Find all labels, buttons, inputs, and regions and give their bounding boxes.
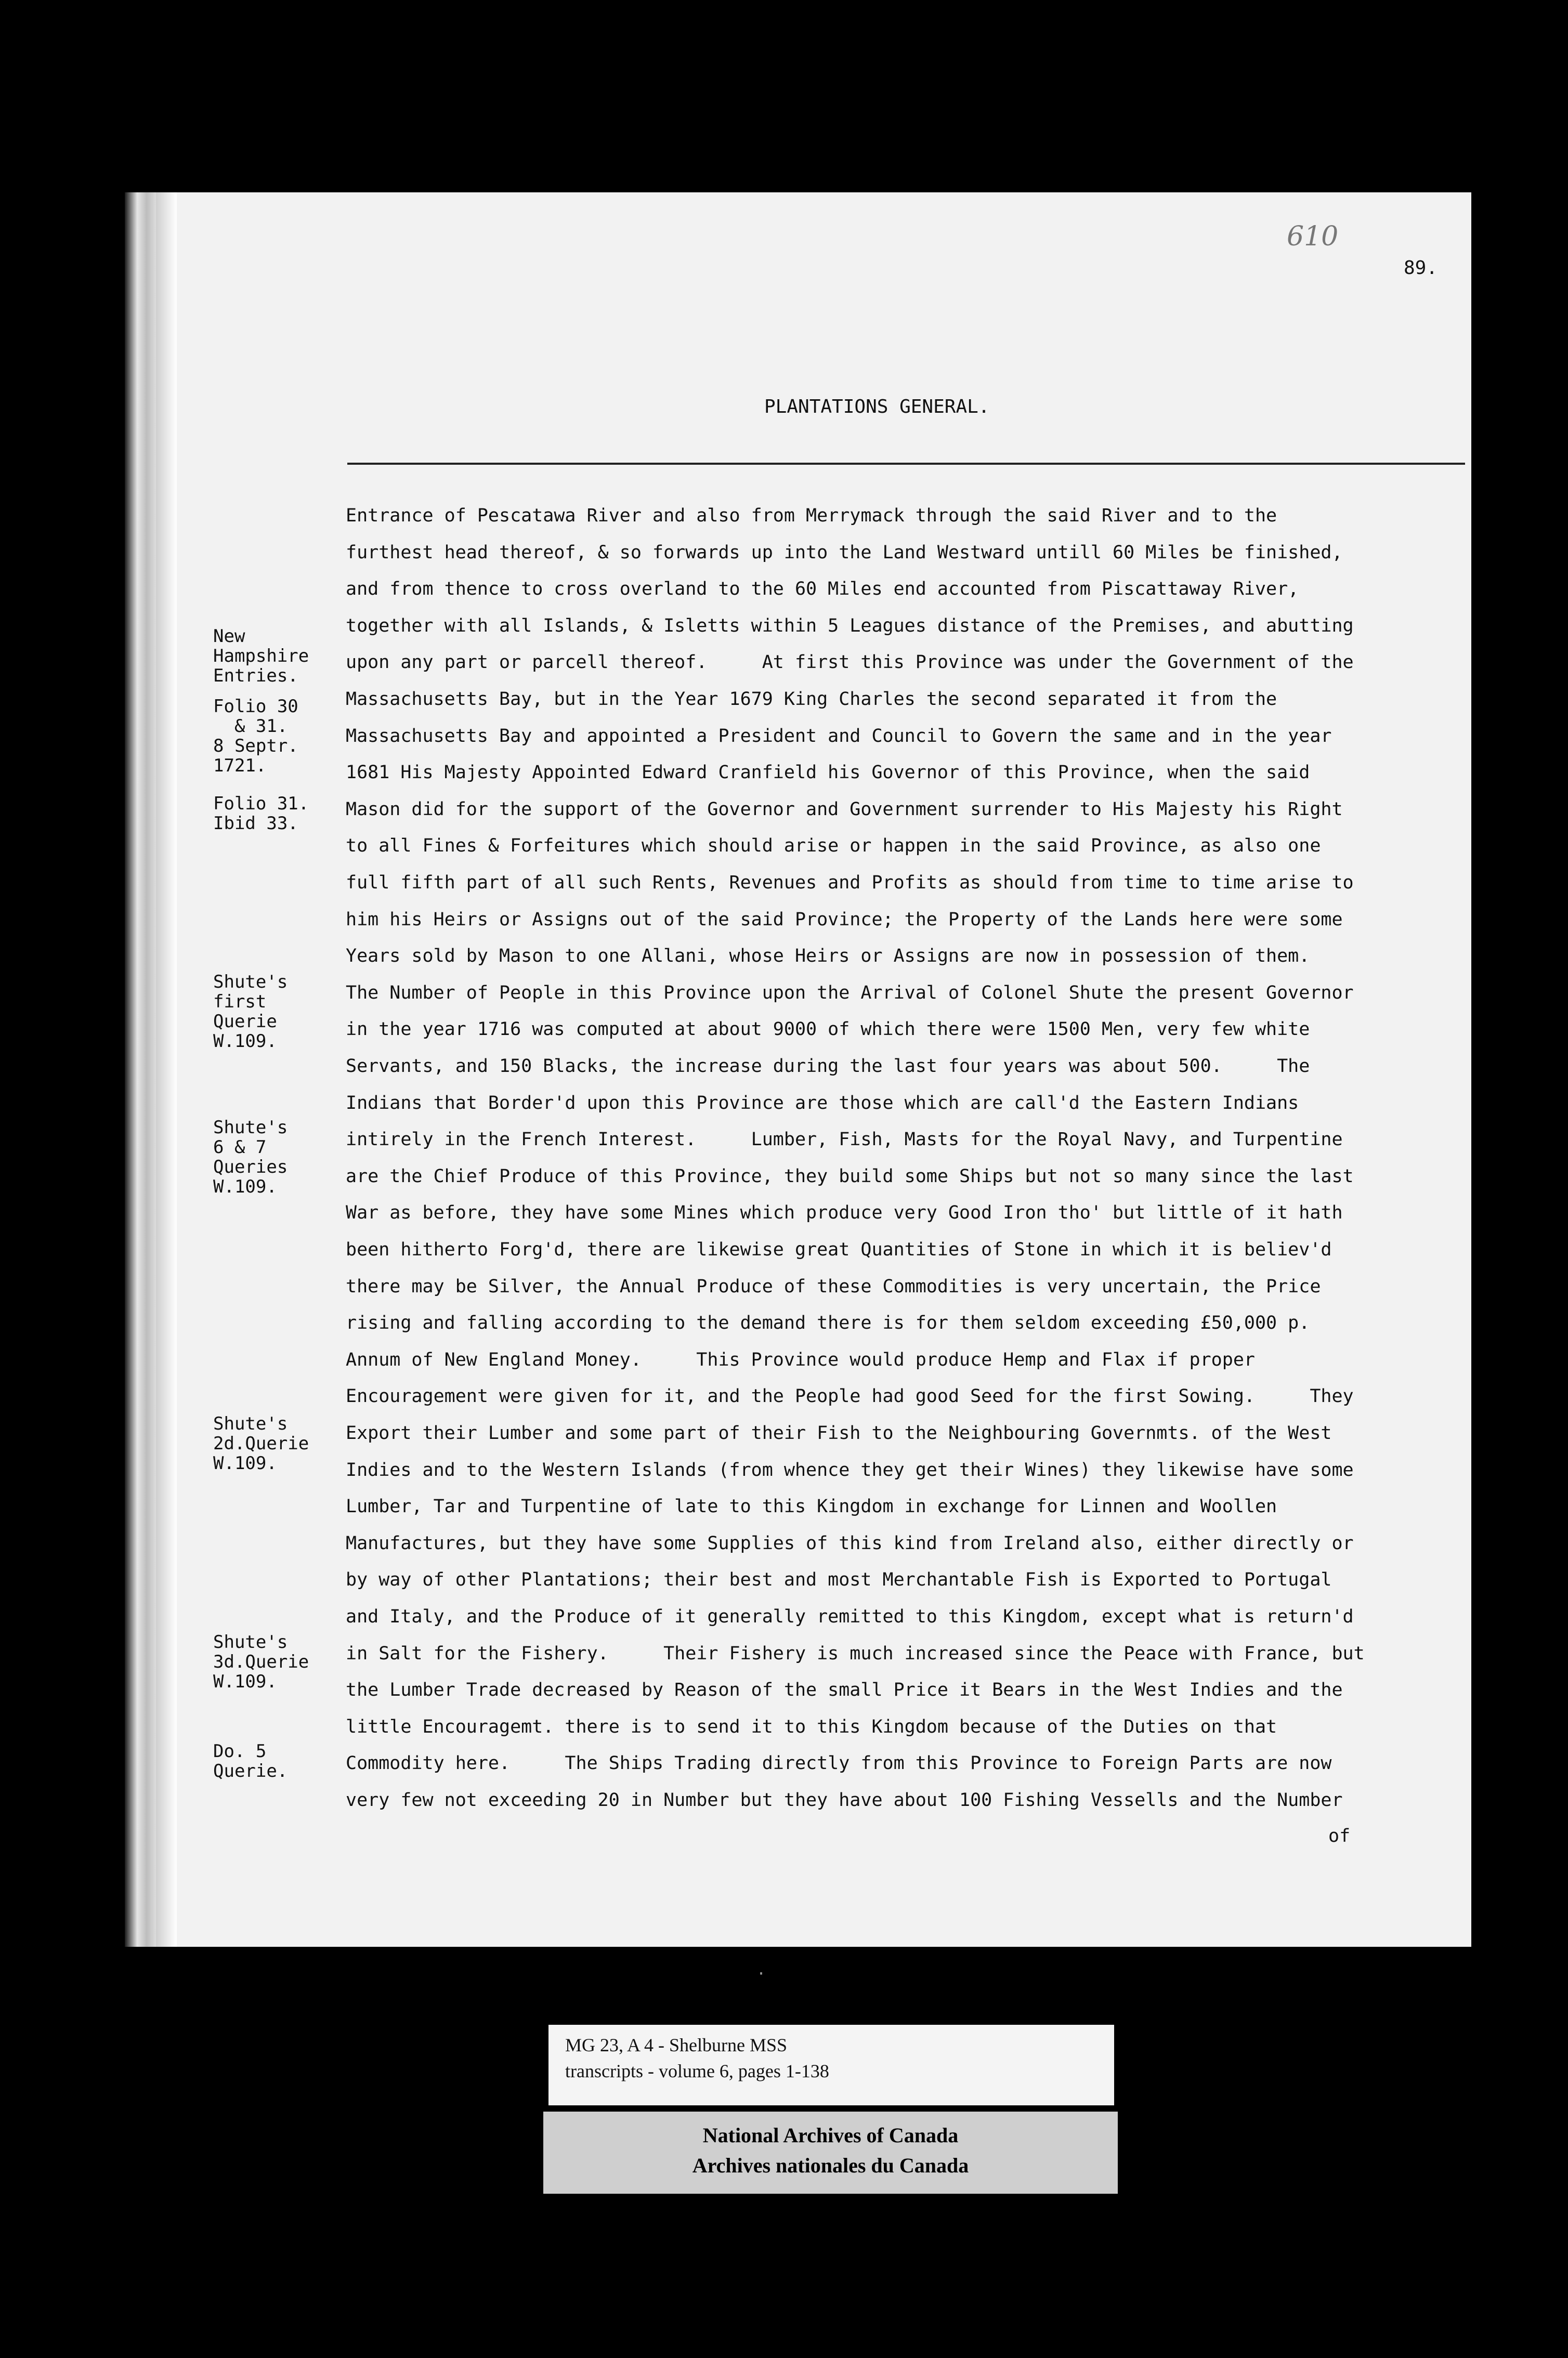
margin-note: Folio 30 & 31. 8 Septr. 1721. xyxy=(213,696,298,776)
archive-name-french: Archives nationales du Canada xyxy=(692,2154,969,2177)
body-line: furthest head thereof, & so forwards up into the Land Westward untill 60 Miles be finished, xyxy=(346,542,1343,563)
body-line: and Italy, and the Produce of it generally remitted to this Kingdom, except what is return'd xyxy=(346,1606,1354,1627)
body-line: in the year 1716 was computed at about 9000 of which there were 1500 Men, very few white xyxy=(346,1019,1310,1040)
body-line: Massachusetts Bay, but in the Year 1679 King Charles the second separated it from the xyxy=(346,689,1277,710)
body-line: Indians that Border'd upon this Province are those which are call'd the Eastern Indians xyxy=(346,1093,1299,1114)
body-line: Entrance of Pescatawa River and also from Merrymack through the said River and to the xyxy=(346,505,1277,526)
body-line: Annum of New England Money. This Province would produce Hemp and Flax if proper xyxy=(346,1350,1255,1370)
body-line: intirely in the French Interest. Lumber, Fish, Masts for the Royal Navy, and Turpentine xyxy=(346,1129,1343,1150)
body-line: been hitherto Forg'd, there are likewise great Quantities of Stone in which it is believ'd xyxy=(346,1239,1332,1260)
margin-note: Folio 31. Ibid 33. xyxy=(213,793,309,834)
page-heading: PLANTATIONS GENERAL. xyxy=(764,396,990,417)
body-line: Massachusetts Bay and appointed a President and Council to Govern the same and in the year xyxy=(346,726,1332,746)
body-line: to all Fines & Forfeitures which should arise or happen in the said Province, as also one xyxy=(346,835,1321,856)
body-line: Export their Lumber and some part of their Fish to the Neighbouring Governmts. of the West xyxy=(346,1423,1332,1444)
body-line: little Encouragemt. there is to send it to this Kingdom because of the Duties on that xyxy=(346,1717,1277,1737)
body-line: very few not exceeding 20 in Number but they have about 100 Fishing Vessells and the Number xyxy=(346,1790,1343,1811)
body-line: Servants, and 150 Blacks, the increase during the last four years was about 500. The xyxy=(346,1056,1310,1077)
body-line: together with all Islands, & Isletts within 5 Leagues distance of the Premises, and abutting xyxy=(346,615,1354,636)
body-line: there may be Silver, the Annual Produce of these Commodities is very uncertain, the Price xyxy=(346,1276,1321,1297)
body-line: Indies and to the Western Islands (from whence they get their Wines) they likewise have some xyxy=(346,1460,1354,1481)
heading-rule xyxy=(347,463,1465,465)
body-line: upon any part or parcell thereof. At first this Province was under the Government of the xyxy=(346,652,1354,673)
margin-note: New Hampshire Entries. xyxy=(213,626,309,686)
archive-name-english: National Archives of Canada xyxy=(702,2124,959,2147)
margin-note: Shute's 6 & 7 Queries W.109. xyxy=(213,1117,288,1197)
catchword: of xyxy=(1328,1826,1351,1846)
body-line: Encouragement were given for it, and the People had good Seed for the first Sowing. They xyxy=(346,1386,1354,1407)
body-line: full fifth part of all such Rents, Revenues and Profits as should from time to time arise to xyxy=(346,872,1354,893)
page-number: 89. xyxy=(1404,257,1438,279)
body-line: 1681 His Majesty Appointed Edward Cranfield his Governor of this Province, when the said xyxy=(346,762,1310,783)
body-line: Years sold by Mason to one Allani, whose Heirs or Assigns are now in possession of them. xyxy=(346,946,1310,966)
archive-reference-label xyxy=(548,2025,1114,2105)
binding-edge xyxy=(125,192,156,1947)
body-line: The Number of People in this Province upon the Arrival of Colonel Shute the present Governor xyxy=(346,983,1354,1003)
body-line: Lumber, Tar and Turpentine of late to this Kingdom in exchange for Linnen and Woollen xyxy=(346,1496,1277,1517)
body-line: Manufactures, but they have some Supplies of this kind from Ireland also, either directly or xyxy=(346,1533,1354,1554)
body-line: War as before, they have some Mines which produce very Good Iron tho' but little of it hath xyxy=(346,1202,1343,1223)
stray-mark: · xyxy=(756,1965,766,1983)
body-line: the Lumber Trade decreased by Reason of the small Price it Bears in the West Indies and the xyxy=(346,1680,1343,1700)
margin-note: Shute's first Querie W.109. xyxy=(213,972,288,1052)
margin-note: Do. 5 Querie. xyxy=(213,1741,288,1781)
archive-reference-line2: transcripts - volume 6, pages 1-138 xyxy=(565,2061,829,2081)
handwritten-folio-number: 610 xyxy=(1287,221,1339,252)
body-line: Commodity here. The Ships Trading directly from this Province to Foreign Parts are now xyxy=(346,1753,1332,1774)
body-line: and from thence to cross overland to the 60 Miles end accounted from Piscattaway River, xyxy=(346,579,1299,599)
body-line: him his Heirs or Assigns out of the said Province; the Property of the Lands here were some xyxy=(346,909,1343,930)
archive-reference-line1: MG 23, A 4 - Shelburne MSS xyxy=(565,2035,788,2055)
body-line: in Salt for the Fishery. Their Fishery is much increased since the Peace with France, but xyxy=(346,1643,1365,1664)
margin-note: Shute's 2d.Querie W.109. xyxy=(213,1413,309,1474)
body-line: Mason did for the support of the Governor and Government surrender to His Majesty his Right xyxy=(346,799,1343,820)
body-line: by way of other Plantations; their best and most Merchantable Fish is Exported to Portugal xyxy=(346,1569,1332,1590)
body-line: are the Chief Produce of this Province, they build some Ships but not so many since the last xyxy=(346,1166,1354,1187)
binding-shadow xyxy=(156,192,177,1947)
archive-name-label xyxy=(543,2112,1118,2194)
body-line: rising and falling according to the demand there is for them seldom exceeding £50,000 p. xyxy=(346,1313,1310,1333)
margin-note: Shute's 3d.Querie W.109. xyxy=(213,1632,309,1692)
